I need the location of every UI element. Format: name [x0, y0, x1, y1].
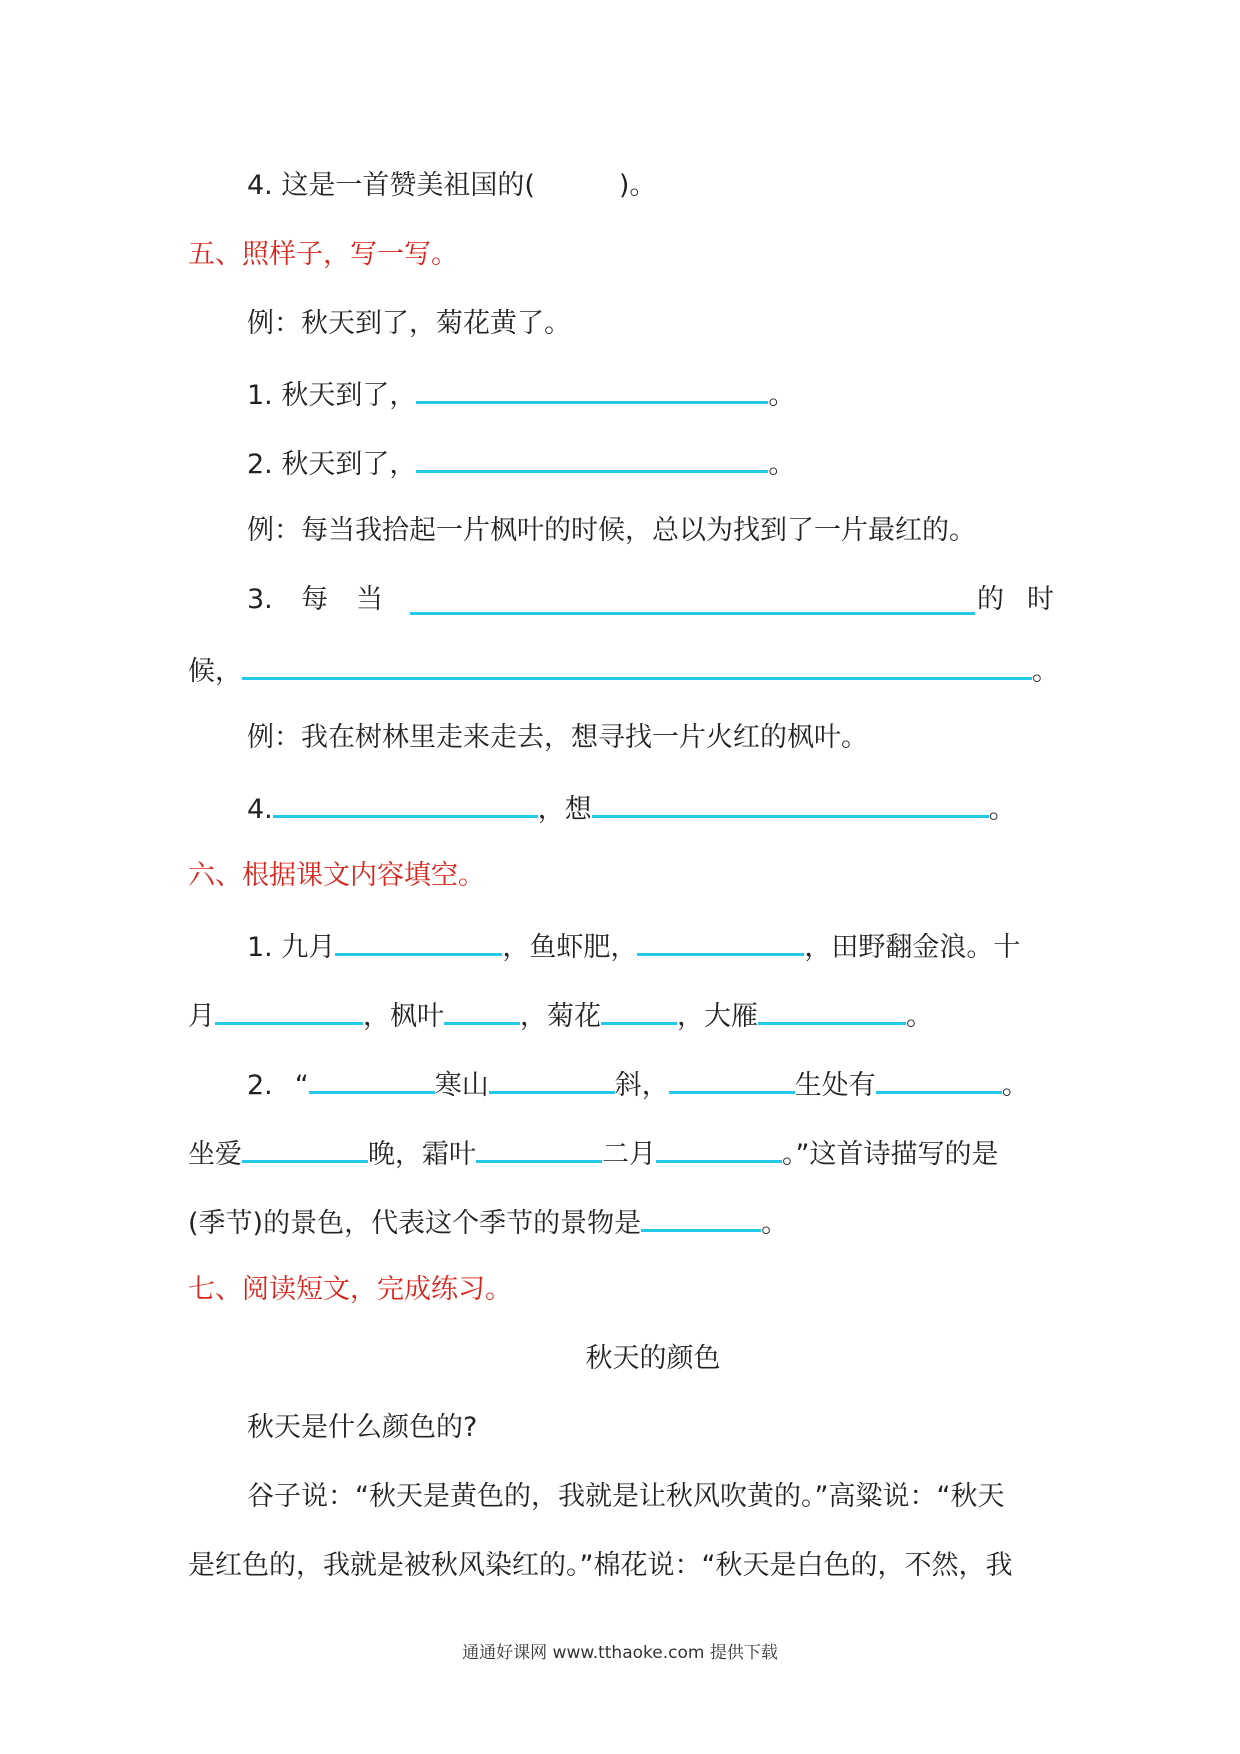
s6-q1-a: 1. 九月: [247, 932, 336, 963]
s5-q2-text: 2. 秋天到了，: [247, 449, 417, 480]
s6-q2-line1: [247, 1063, 1029, 1103]
answer-blank[interactable]: [242, 1132, 368, 1163]
answer-blank[interactable]: [309, 1063, 435, 1094]
answer-blank[interactable]: [758, 994, 906, 1025]
s5-q3-end: 。: [1032, 656, 1059, 687]
s5-q1-text: 1. 秋天到了，: [247, 380, 417, 411]
example-2: 例：每当我拾起一片枫叶的时候，总以为找到了一片最红的。: [247, 515, 976, 546]
s6-q2-g: 二月: [602, 1139, 656, 1170]
s5-q1-end: 。: [768, 380, 796, 411]
s5-q3-line1: [247, 580, 1055, 620]
s6-q1-c: ，田野翻金浪。十: [804, 932, 1021, 963]
s6-q2-line2: [188, 1132, 999, 1172]
section-7-heading: 七、阅读短文，完成练习。: [188, 1274, 512, 1305]
section-5-heading: 五、照样子，写一写。: [188, 239, 458, 270]
answer-blank[interactable]: [410, 584, 975, 615]
example-3: 例：我在树林里走来走去，想寻找一片火红的枫叶。: [247, 722, 868, 753]
s5-q3-line2: [188, 649, 1059, 689]
answer-blank[interactable]: [876, 1063, 1002, 1094]
q4-end: )。: [618, 170, 657, 201]
s5-q4: [247, 787, 1016, 827]
section-6-heading: 六、根据课文内容填空。: [188, 860, 485, 891]
s5-q2-end: 。: [768, 449, 796, 480]
q4-text: 4. 这是一首赞美祖国的(: [247, 170, 535, 201]
s5-q3-num: 3.: [247, 584, 273, 615]
footer-credit: 通通好课网 www.tthaoke.com 提供下载: [462, 1643, 778, 1663]
question-4-line: [247, 166, 656, 206]
s6-q2-quote: “: [294, 1070, 309, 1101]
s5-q3-char2: 当: [356, 584, 383, 615]
passage-p1: 秋天是什么颜色的?: [247, 1412, 478, 1443]
answer-blank[interactable]: [416, 373, 768, 404]
s6-q2-f: 晚，霜叶: [368, 1139, 476, 1170]
passage-title: 秋天的颜色: [585, 1343, 721, 1374]
s6-q1-line1: [247, 925, 1020, 965]
s5-q3-char3: 的: [977, 584, 1004, 615]
answer-blank[interactable]: [489, 1063, 615, 1094]
answer-blank[interactable]: [242, 649, 1032, 680]
s6-q1-b: ，鱼虾肥，: [502, 932, 638, 963]
s6-q2-j: 。: [761, 1208, 789, 1239]
answer-blank[interactable]: [637, 925, 804, 956]
passage-p3: 是红色的，我就是被秋风染红的。”棉花说：“秋天是白色的，不然，我: [188, 1550, 1013, 1581]
answer-blank[interactable]: [656, 1132, 782, 1163]
answer-blank[interactable]: [476, 1132, 602, 1163]
s6-q2-i: (季节)的景色，代表这个季节的景物是: [188, 1208, 642, 1239]
s6-q1-g: ，大雁: [677, 1001, 758, 1032]
s6-q2-a: 寒山: [434, 1070, 489, 1101]
s6-q2-e: 坐爱: [188, 1139, 242, 1170]
s5-q4-end: 。: [988, 794, 1016, 825]
s6-q2-c: 生处有: [794, 1070, 876, 1101]
answer-blank[interactable]: [641, 1201, 761, 1232]
s6-q2-h: 。”这首诗描写的是: [782, 1139, 999, 1170]
s6-q1-d: 月: [188, 1001, 215, 1032]
answer-blank[interactable]: [273, 787, 538, 818]
s6-q2-line3: [188, 1201, 788, 1241]
s6-q1-h: 。: [906, 1001, 933, 1032]
answer-blank[interactable]: [444, 994, 520, 1025]
answer-blank[interactable]: [592, 787, 989, 818]
answer-blank[interactable]: [416, 442, 768, 473]
s5-q4-mid: ，想: [537, 794, 592, 825]
s6-q1-line2: [188, 994, 933, 1034]
s6-q1-f: ，菊花: [520, 1001, 601, 1032]
passage-p2: 谷子说：“秋天是黄色的，我就是让秋风吹黄的。”高粱说：“秋天: [247, 1481, 1005, 1512]
s5-q3-cont: 候，: [188, 656, 242, 687]
s5-q2: [247, 442, 795, 482]
answer-blank[interactable]: [215, 994, 363, 1025]
s5-q4-num: 4.: [247, 794, 273, 825]
s5-q3-char4: 时: [1027, 584, 1054, 615]
s5-q1: [247, 373, 795, 413]
answer-blank[interactable]: [335, 925, 502, 956]
answer-blank[interactable]: [601, 994, 677, 1025]
s6-q1-e: ，枫叶: [363, 1001, 444, 1032]
s5-q3-char1: 每: [301, 584, 328, 615]
example-1: 例：秋天到了，菊花黄了。: [247, 308, 571, 339]
s6-q2-d: 。: [1001, 1070, 1029, 1101]
s6-q2-num: 2.: [247, 1070, 273, 1101]
s6-q2-b: 斜，: [614, 1070, 669, 1101]
answer-blank[interactable]: [669, 1063, 795, 1094]
